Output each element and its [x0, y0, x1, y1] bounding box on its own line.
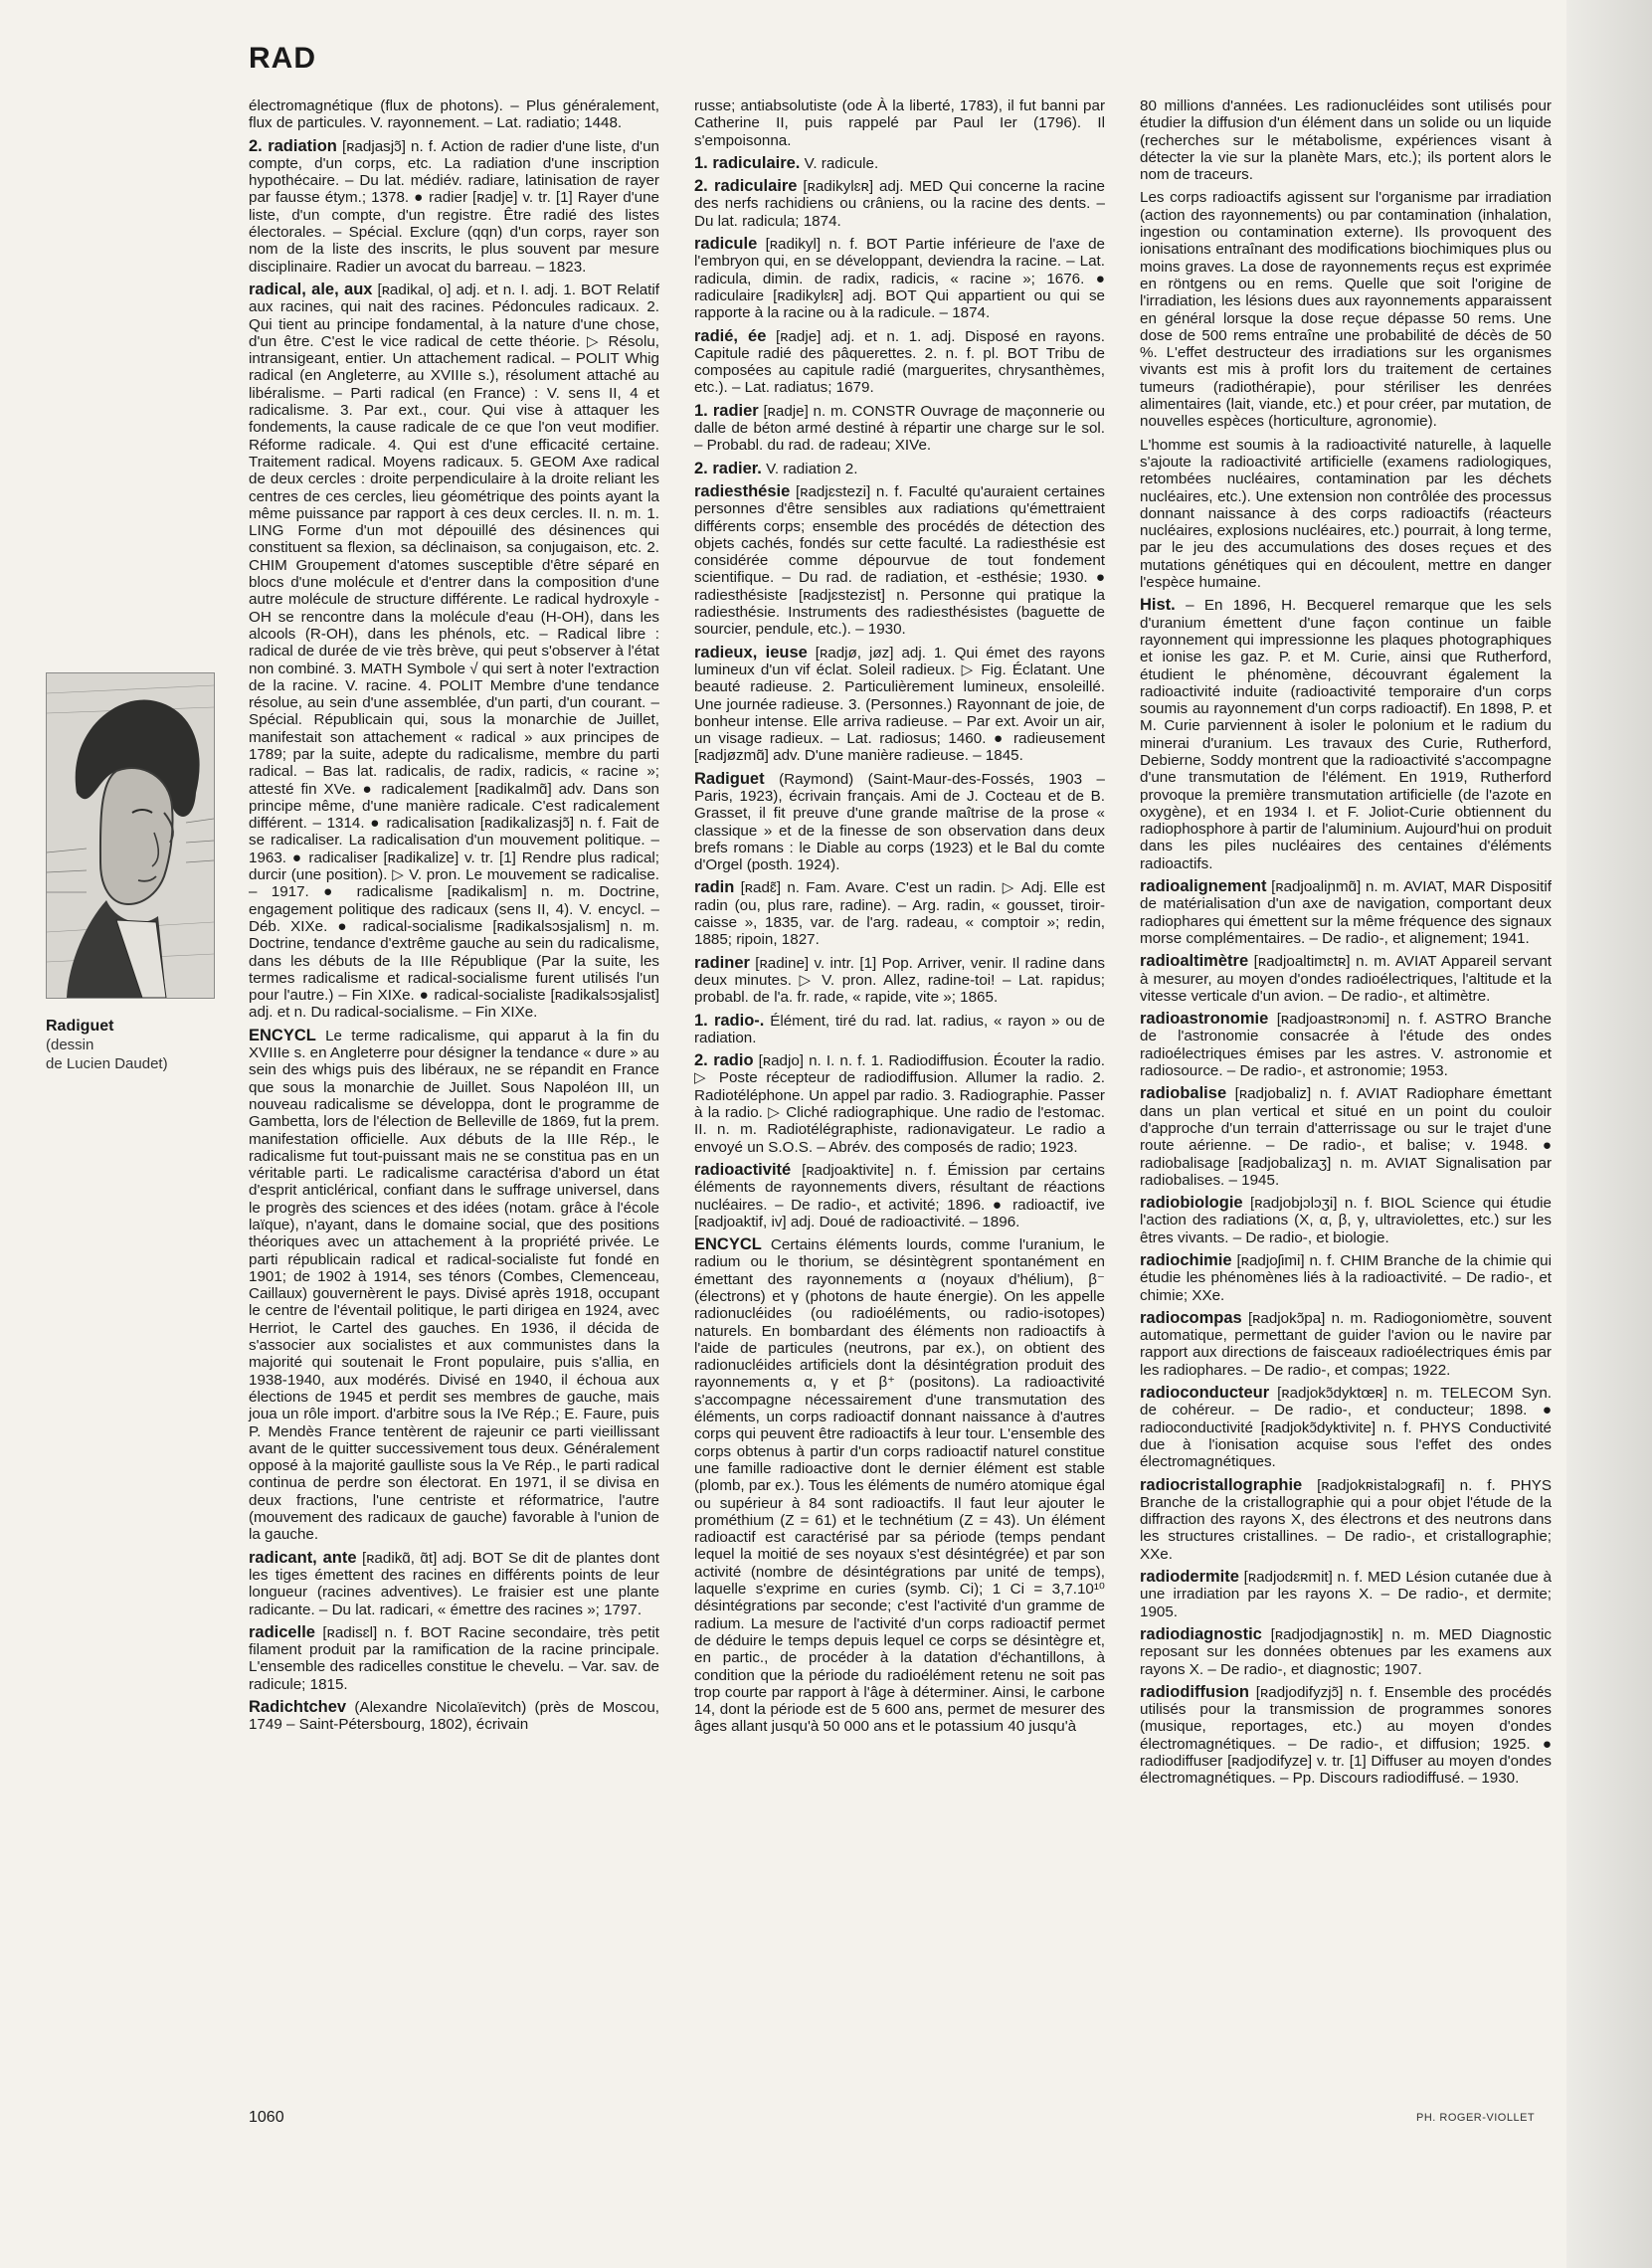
dictionary-entry	[1140, 597, 1552, 872]
entry-text: [ʀadjodifyzjɔ̃] n. f. Ensemble des procédés utilisés pour la transmission de programmes sonores (musique, reportages, etc.) au moyen d'ondes électromagnétiques. – De radio-, et diffusion; 1925. ● radiodiffuser [ʀadjodifyze] v. tr. [1] Diffuser au moyen d'ondes électromagnétiques. – Pp. Discours radiodiffusé. – 1930.	[1140, 1683, 1552, 1788]
dictionary-entry	[694, 771, 1105, 874]
portrait-illustration	[46, 672, 215, 999]
dictionary-entry	[249, 138, 659, 276]
entry-text: [ʀadine] v. intr. [1] Pop. Arriver, venir. Il radine dans deux minutes. ▷ V. pron. Allez, radine-toi! – Lat. rapidus; probabl. de l'a. fr. rade, « rapide, vite »; 1865.	[694, 954, 1105, 1007]
entry-text: [ʀadjoaktivite] n. f. Émission par certains éléments de rayonnements divers, résultant de réactions nucléaires. – De radio-, et activité; 1896. ● radioactif, ive [ʀadjoaktif, iv] adj. Doué de radioactivité. – 1896.	[694, 1161, 1105, 1230]
dictionary-entry	[694, 955, 1105, 1007]
entry-headword: radioconducteur	[1140, 1384, 1270, 1403]
dictionary-entry	[1140, 189, 1552, 430]
entry-text: [ʀadjoʃimi] n. f. CHIM Branche de la chimie qui étudie les phénomènes liés à la radioactivité. – De radio-, et chimie; XXe.	[1140, 1252, 1552, 1304]
entry-text: – En 1896, H. Becquerel remarque que les sels d'uranium émettent d'une façon continue un faible rayonnement qui impressionne les plaques photographiques et ionise les gaz. P. et M. Curie, ainsi que Rutherford, étudient le phénomène, découvrant également la radioactivité induite (radioactivité temporaire d'un corps soumis au rayonnement d'un corps radioactif). En 1898, P. et M. Curie parviennent à isoler le polonium et le radium du minerai d'uranium. Les travaux des Curie, Rutherford, Debierne, Soddy montrent que la radioactivité s'accompagne d'une transmutation de l'élément. En 1919, Rutherford provoque la première transmutation artificielle (de l'azote en oxygène), et en 1934 I. et F. Joliot-Curie obtiennent du radiophosphore à partir de l'aluminium. Aujourd'hui on produit dans les piles nucléaires des centaines d'éléments radioactifs.	[1140, 597, 1552, 872]
portrait-caption-line: de Lucien Daudet)	[46, 1055, 168, 1072]
dictionary-entry	[1140, 1195, 1552, 1246]
entry-headword: Radiguet	[694, 769, 765, 788]
text-column-1	[249, 97, 659, 1740]
entry-headword: radicelle	[249, 1622, 315, 1641]
entry-text: Le terme radicalisme, qui apparut à la fin du XVIIIe s. en Angleterre pour désigner la tendance « dure » au sein des whigs puis des libéraux, ne se répandit en France que sous la monarchie de Juillet. Sous Napoléon III, un nouveau radicalisme se développa, dont le programme de Gambetta, lors de l'élection de Belleville de 1869, fut la prem. manifestation officielle. Aux débuts de la IIIe Rép., le radicalisme fut tout-puissant mais ne se constitua pas en un véritable parti. Le radicalisme caractérisa d'abord un état d'esprit anticlérical, confiant dans le suffrage universel, dans le progrès des sciences et des idées (notam. grâce à l'école laïque), n'ayant, dans le domaine social, que des positions théoriques avec un attachement à la propriété privée. Le parti républicain radical et radical-socialiste fut fondé en 1901; de 1902 à 1914, ses ténors (Combes, Clemenceau, Caillaux) gouvernèrent le pays. Divisé après 1918, occupant le centre de l'éventail politique, le parti dirigea en 1924, avec Herriot, le Cartel des gauches. En 1936, il décida de s'associer aux socialistes et aux communistes dans la majorité qui soutenait le Front populaire, puis s'allia, en 1938-1940, aux modérés. Divisé en 1940, il échoua aux élections de 1945 et perdit ses membres de gauche, mais joua un rôle import. d'arbitre sous la IVe Rép.; E. Faure, puis P. Mendès France tentèrent de rajeunir ce parti vieillissant avant de le quitter successivement tous deux. Généralement opposé à la majorité gaulliste sous la Ve Rép., le parti radical continua de perdre son électorat. En 1971, il se divisa en deux fractions, l'une centriste et réformatrice, l'autre (mouvement des radicaux de gauche) favorable à l'union de la gauche.	[249, 1027, 659, 1544]
entry-headword: radiodiffusion	[1140, 1682, 1249, 1701]
dictionary-entry	[1140, 97, 1552, 183]
dictionary-entry	[249, 1550, 659, 1618]
entry-headword: radiner	[694, 953, 750, 972]
entry-headword: radiocristallographie	[1140, 1475, 1303, 1494]
dictionary-entry	[694, 1013, 1105, 1047]
entry-text: 80 millions d'années. Les radionucléides sont utilisés pour étudier la diffusion d'un élément dans un solide ou un liquide (recherches sur le métabolisme, expériences visant à détecter la vie sur la planète Mars, etc.); ils portent alors le nom de traceurs.	[1140, 97, 1552, 184]
entry-text: (Alexandre Nicolaïevitch) (près de Moscou, 1749 – Saint-Pétersbourg, 1802), écrivain	[249, 1699, 659, 1734]
dictionary-entry	[694, 155, 1105, 172]
entry-text: [ʀadjokɔ̃pa] n. m. Radiogoniomètre, souvent automatique, permettant de guider l'avion ou le navire par rapport aux directions de faisceaux radioélectriques émis par les radiophares. – De radio-, et compas; 1922.	[1140, 1309, 1552, 1379]
entry-headword: Hist.	[1140, 596, 1176, 615]
portrait-caption	[46, 1017, 168, 1073]
entry-headword: 2. radio	[694, 1051, 754, 1070]
entry-headword: 1. radier	[694, 401, 759, 420]
entry-headword: radieux, ieuse	[694, 643, 808, 662]
entry-text: [ʀadikɑ̃, ɑ̃t] adj. BOT Se dit de plantes dont les tiges émettent des racines en différents points de leur longueur (racines adventives). Le fraisier est une plante radicante. – Du lat. radicari, « émettre des racines »; 1797.	[249, 1549, 659, 1618]
entry-text: électromagnétique (flux de photons). – Plus généralement, flux de particules. V. rayonnement. – Lat. radiatio; 1448.	[249, 97, 659, 132]
entry-headword: radiobiologie	[1140, 1194, 1243, 1213]
dictionary-entry	[1140, 1684, 1552, 1788]
entry-text: [ʀadɛ̃] n. Fam. Avare. C'est un radin. ▷ Adj. Elle est radin (ou, plus rare, radine). – Arg. radin, « gousset, tiroir-caisse », 1835, var. de l'arg. radeau, « comptoir »; redin, 1885; ripoin, 1827.	[694, 879, 1105, 949]
dictionary-entry	[694, 403, 1105, 455]
entry-headword: ENCYCL	[249, 1026, 316, 1044]
dictionary-entry	[1140, 878, 1552, 947]
entry-headword: radiodiagnostic	[1140, 1624, 1262, 1643]
dictionary-entry	[1140, 1085, 1552, 1189]
entry-headword: Radichtchev	[249, 1698, 347, 1717]
dictionary-entry	[249, 1699, 659, 1734]
entry-headword: radiocompas	[1140, 1308, 1242, 1327]
dictionary-entry	[1140, 1626, 1552, 1678]
entry-text: [ʀadjoaliɲmɑ̃] n. m. AVIAT, MAR Dispositif de matérialisation d'un axe de navigation, comportant deux radiophares qui émettent sur la même fréquence des signaux morse complémentaires. – De radio-, et alignement; 1941.	[1140, 878, 1552, 947]
entry-headword: 2. radiation	[249, 136, 337, 155]
entry-headword: ENCYCL	[694, 1235, 762, 1254]
entry-text: Certains éléments lourds, comme l'uranium, le radium ou le thorium, se désintègrent spontanément en émettant des rayonnements α (noyaux d'hélium), β⁻ (électrons) et γ (photons de haute énergie). On les appelle radionucléides (ou radioéléments, ou radio-isotopes) naturels. En bombardant des éléments non radioactifs à l'aide de particules (neutrons, par ex.), on obtient des radionucléides artificiels dont la désintégration produit des rayonnements α, γ et β⁺ (positons). La radioactivité s'accompagne nécessairement d'une transmutation des éléments, un corps radioactif donnant naissance à d'autres corps qui peuvent être radioactifs à leur tour. L'ensemble des corps obtenus à partir d'un corps radioactif naturel constitue une famille radioactive dont le dernier élément est stable (plomb, par ex.). Tous les éléments de numéro atomique égal ou supérieur à 84 sont radioactifs. Il faut leur ajouter le prométhium (Z = 61) et le technétium (Z = 43). Un élément radioactif est caractérisé par sa période (temps pendant lequel la moitié de ses noyaux s'est désintégrée) et par son activité (nombre de désintégrations par unité de temps), laquelle s'exprime en curies (symb. Ci); 1 Ci = 3,7.10¹⁰ désintégrations par seconde; c'est l'activité d'un gramme de radium. La mesure de l'activité d'un corps radioactif permet de déduire le temps depuis lequel ce corps se désintègre et, en partic., de procéder à la datation d'échantillons, à condition que la période du radioélément retenu ne soit pas trop courte par rapport à l'âge à déterminer. Ainsi, le carbone 14, dont la période est de 5 600 ans, permet de mesurer des âges allant jusqu'à 50 000 ans et le potassium 40 jusqu'à	[694, 1236, 1105, 1736]
dictionary-entry	[249, 1624, 659, 1693]
dictionary-entry	[249, 282, 659, 1022]
dictionary-entry	[694, 97, 1105, 149]
dictionary-entry	[249, 1028, 659, 1544]
dictionary-entry	[694, 178, 1105, 230]
dictionary-entry	[694, 645, 1105, 765]
dictionary-entry	[1140, 1477, 1552, 1563]
dictionary-entry	[1140, 1310, 1552, 1379]
text-column-2	[694, 97, 1105, 1742]
entry-text: russe; antiabsolutiste (ode À la liberté, 1783), il fut banni par Catherine II, puis rappelé par Paul Ier (1796). Il s'empoisonna.	[694, 97, 1105, 149]
dictionary-entry	[694, 879, 1105, 948]
entry-text: [ʀadjobaliz] n. f. AVIAT Radiophare émettant dans un plan vertical et situé en un point du couloir d'approche d'un terrain d'atterrissage ou sur le trajet d'une route aérienne. – De radio-, et balise; v. 1948. ● radiobalisage [ʀadjobalizaʒ] n. m. AVIAT Signalisation par radiobalises. – 1945.	[1140, 1085, 1552, 1189]
dictionary-entry	[694, 483, 1105, 639]
portrait-drawing	[47, 673, 214, 998]
dictionary-entry	[1140, 953, 1552, 1005]
entry-headword: radiochimie	[1140, 1251, 1232, 1269]
dictionary-entry	[694, 1052, 1105, 1156]
dictionary-entry	[1140, 1252, 1552, 1304]
entry-headword: radiodermite	[1140, 1568, 1239, 1587]
dictionary-entry	[694, 461, 1105, 477]
entry-text: V. radicule.	[800, 154, 879, 172]
entry-headword: radiesthésie	[694, 481, 791, 500]
entry-text: [ʀadjodɛʀmit] n. f. MED Lésion cutanée due à une irradiation par les rayons X. – De radio-, et dermite; 1905.	[1140, 1569, 1552, 1620]
dictionary-entry	[249, 97, 659, 132]
entry-headword: radioastronomie	[1140, 1010, 1269, 1029]
entry-text: [ʀadje] n. m. CONSTR Ouvrage de maçonnerie ou dalle de béton armé destiné à répartir une charge sur le sol. – Probabl. du rad. de radeau; XIVe.	[694, 402, 1105, 455]
entry-text: [ʀadjokʀistalɔgʀafi] n. f. PHYS Branche de la cristallographie qui a pour objet l'étude de la diffraction des rayons X, des électrons et des neutrons dans les structures cristallines. – De radio-, et cristallographie; XXe.	[1140, 1476, 1552, 1563]
entry-text: [ʀadjo] n. I. n. f. 1. Radiodiffusion. Écouter la radio. ▷ Poste récepteur de radiodiffusion. Allumer la radio. 2. Radiotéléphone. Un appel par radio. 3. Radiographie. Passer à la radio. ▷ Cliché radiographique. Une radio de l'estomac. II. n. m. Radiotélégraphiste, radionavigateur. Le radio a envoyé un S.O.S. – Abrév. des composés de radio; 1923.	[694, 1052, 1106, 1156]
entry-text: [ʀadjobjɔlɔʒi] n. f. BIOL Science qui étudie l'action des radiations (X, α, β, γ, ultraviolettes, etc.) sur les êtres vivants. – De radio-, et biologie.	[1140, 1195, 1552, 1246]
entry-text: (Raymond) (Saint-Maur-des-Fossés, 1903 – Paris, 1923), écrivain français. Ami de J. Cocteau et de B. Grasset, il fit preuve d'une grande maîtrise de la prose « classique » et de la finesse de son observation dans deux brefs romans : le Diable au corps (1923) et le Bal du comte d'Orgel (posth. 1924).	[694, 770, 1105, 874]
dictionary-entry	[694, 1162, 1105, 1230]
entry-text: [ʀadjasjɔ̃] n. f. Action de radier d'une liste, d'un compte, d'un corps, etc. La radiation d'une inscription hypothécaire. – Du lat. médiév. radiare, latinisation de rayer par fausse étym.; 1378. ● radier [ʀadje] v. tr. [1] Rayer d'une liste, d'un compte, d'un registre. Être radié des listes électorales. – Spécial. Exclure (qqn) d'un corps, rayer son nom de la liste des inscrits, le plus souvent par mesure disciplinaire. Radier un avocat du barreau. – 1823.	[249, 137, 659, 276]
dictionary-entry	[1140, 1385, 1552, 1470]
portrait-name: Radiguet	[46, 1018, 114, 1035]
entry-text: [ʀadjoaltimɛtʀ] n. m. AVIAT Appareil servant à mesurer, au moyen d'ondes radioélectriques, l'altitude et la vitesse verticale d'un avion. – De radio-, et altimètre.	[1140, 953, 1552, 1005]
entry-headword: radioactivité	[694, 1160, 792, 1179]
entry-text: [ʀadikyl] n. f. BOT Partie inférieure de l'axe de l'embryon qui, en se développant, deviendra la racine. – Lat. radicula, dimin. de radix, radicis, « racine »; 1676. ● radiculaire [ʀadikylɛʀ] adj. BOT Qui appartient ou qui se rapporte à la racine ou à la radicule. – 1874.	[694, 236, 1105, 322]
page-number: 1060	[249, 2109, 284, 2126]
entry-headword: 1. radiculaire.	[694, 153, 801, 172]
entry-text: [ʀadikylɛʀ] adj. MED Qui concerne la racine des nerfs rachidiens ou crâniens, ou la racine des dents. – Du lat. radicula; 1874.	[694, 178, 1105, 230]
entry-text: Les corps radioactifs agissent sur l'organisme par irradiation (action des rayonnements) ou par contamination (inhalation, ingestion ou contamination externe). Ils provoquent des ionisations entraînant des modifications biochimiques plus ou moins graves. La dose de rayonnements reçus est exprimée en röntgens ou en rems. Quelle que soit l'origine de l'irradiation, les lésions dues aux rayonnements apparaissent en général lorsque la dose reçue dépasse 50 rems. Une dose de 500 rems entraîne une probabilité de décès de 50 %. L'effet destructeur des irradiations sur les organismes vivants est mis à profit lors du traitement de certaines tumeurs (radiothérapie), pour stériliser les denrées alimentaires (lait, viande, etc.) et pour créer, par mutation, de nouvelles espèces (horticulture, agronomie).	[1140, 189, 1552, 431]
entry-text: [ʀadjoastʀɔnɔmi] n. f. ASTRO Branche de l'astronomie consacrée à l'étude des ondes radioélectriques émises par les astres. V. astronomie et radiosource. – De radio-, et astronomie; 1953.	[1140, 1011, 1552, 1080]
photo-credit: PH. ROGER-VIOLLET	[1416, 2112, 1536, 2124]
text-column-3	[1140, 97, 1552, 1794]
entry-text: [ʀadjɛstezi] n. f. Faculté qu'auraient certaines personnes d'être sensibles aux radiations qu'émettraient différents corps; ensemble des procédés de détection des objets cachés, fondés sur cette faculté. La radiesthésie est considérée comme dépourvue de tout fondement scientifique. – Du rad. de radiation, et -esthésie; 1930. ● radiesthésiste [ʀadjɛstezist] n. Personne qui pratique la radiesthésie. Instruments des radiesthésistes (baguette de sourcier, pendule, etc.). – 1930.	[694, 482, 1105, 639]
entry-headword: 2. radier.	[694, 459, 762, 477]
entry-headword: radicant, ante	[249, 1548, 357, 1567]
entry-headword: radioalignement	[1140, 877, 1267, 896]
running-head: RAD	[249, 42, 316, 75]
dictionary-entry	[1140, 1569, 1552, 1620]
entry-headword: radin	[694, 878, 735, 897]
entry-headword: 2. radiculaire	[694, 177, 798, 196]
entry-text: [ʀadjodjagnɔstik] n. m. MED Diagnostic reposant sur les données obtenues par les examens aux rayons X. – De radio-, et diagnostic; 1907.	[1140, 1625, 1552, 1678]
dictionary-entry	[694, 328, 1105, 397]
entry-headword: radié, ée	[694, 326, 767, 345]
dictionary-entry	[694, 1236, 1105, 1736]
entry-headword: radiobalise	[1140, 1084, 1227, 1103]
entry-text: [ʀadje] adj. et n. 1. adj. Disposé en rayons. Capitule radié des pâquerettes. 2. n. f. pl. BOT Tribu de composées au capitule radié (marguerites, chrysanthèmes, etc.). – Lat. radiatus; 1679.	[694, 327, 1105, 397]
entry-headword: 1. radio-.	[694, 1011, 765, 1030]
entry-text: Élément, tiré du rad. lat. radius, « rayon » ou de radiation.	[694, 1012, 1106, 1046]
entry-text: V. radiation 2.	[761, 460, 858, 477]
dictionary-entry	[1140, 1011, 1552, 1079]
entry-text: [ʀadjokɔ̃dyktœʀ] n. m. TELECOM Syn. de cohéreur. – De radio-, et conducteur; 1898. ● radioconductivité [ʀadjokɔ̃dyktivite] n. f. PHYS Conductivité due à l'ionisation acquise sous l'effet des ondes électromagnétiques.	[1140, 1385, 1552, 1471]
dictionary-entry	[1140, 437, 1552, 592]
entry-headword: radioaltimètre	[1140, 952, 1249, 971]
entry-text: L'homme est soumis à la radioactivité naturelle, à laquelle s'ajoute la radioactivité artificielle (examens radiologiques, retombées nucléaires, contamination par les déchets nucléaires, etc.). Une extension non contrôlée des processus donnant naissance à des corps radioactifs (réacteurs nucléaires, explosions nucléaires, etc.) pourrait, à long terme, par le jeu des accumulations des doses reçues et des mutations génétiques qui en découlent, mettre en danger l'espèce humaine.	[1140, 436, 1552, 592]
entry-text: [ʀadjø, jøz] adj. 1. Qui émet des rayons lumineux d'un vif éclat. Soleil radieux. ▷ Fig. Éclatant. Une beauté radieuse. 2. Particulièrement lumineux, ensoleillé. Une journée radieuse. 3. (Personnes.) Rayonnant de joie, de bonheur intense. Elle arriva radieuse. – Par ext. Avoir un air, un visage radieux. – Lat. radiosus; 1460. ● radieusement [ʀadjøzmɑ̃] adv. D'une manière radieuse. – 1845.	[694, 644, 1105, 765]
entry-text: [ʀadikal, o] adj. et n. I. adj. 1. BOT Relatif aux racines, qui nait des racines. Pédoncules radicaux. 2. Qui tient au principe fondamental, à la nature d'une chose, d'un être. C'est le vice radical de cette théorie. ▷ Résolu, intransigeant, entier. Un attachement radical. – POLIT Whig radical (en Angleterre, au XVIIIe s.), résolument attaché au libéralisme. – Parti radical (en France) : V. sens II, 4 et radicalisme. 3. Par ext., cour. Qui vise à attaquer les fondements, la cause radicale de ce que l'on veut modifier. Réforme radicale. 4. Qui est d'une efficacité certaine. Traitement radical. Moyens radicaux. 5. GEOM Axe radical de deux cercles : droite perpendiculaire à la droite reliant les centres de ces cercles, lieu géométrique des points ayant la même puissance par rapport à ces deux cercles. II. n. m. 1. LING Forme d'un mot dépouillé des désinences qui constituent sa flexion, sa déclinaison, sa conjugaison, etc. 2. CHIM Groupement d'atomes susceptible d'être séparé en blocs d'une molécule et d'entrer dans la composition d'une autre molécule de structure différente. Le radical hydroxyle -OH se rencontre dans la molécule d'eau (H-OH), dans les alcools (R-OH), dans les phénols, etc. – Radical libre : radical de durée de vie très brève, qui peut s'observer à l'état non combiné. 3. MATH Symbole √ qui sert à noter l'extraction de la racine. V. racine. 4. POLIT Membre d'une tendance résolue, au sein d'une assemblée, d'un parti, d'un courant. – Spécial. Républicain qui, sous la monarchie de Juillet, manifestait son attachement « radical » aux principes de 1789; par la suite, adepte du radicalisme, membre du parti radical. – Bas lat. radicalis, de radix, radicis, « racine »; attesté fin XVe. ● radicalement [ʀadikalmɑ̃] adv. Dans son principe même, d'une manière radicale. C'est radicalement différent. – 1314. ● radicalisation [ʀadikalizasjɔ̃] n. f. Fait de se radicaliser. La radicalisation d'un mouvement politique. – 1963. ● radicaliser [ʀadikalize] v. tr. [1] Rendre plus radical; durcir (une position). ▷ V. pron. Le mouvement se radicalise. – 1917. ● radicalisme [ʀadikalism] n. m. Doctrine, engagement politique des radicaux (sens II, 4). V. encycl. – Déb. XIXe. ● radical-socialisme [ʀadikalsɔsjalism] n. m. Doctrine, tendance d'extrême gauche au sein du radicalisme, dans les débuts de la IIIe République (Par la suite, les termes radicalisme et radical-socialisme furent utilisés l'un pour l'autre.) – Fin XIXe. ● radical-socialiste [ʀadikalsɔsjalist] adj. et n. Du radical-socialisme. – Fin XIXe.	[249, 281, 659, 1022]
dictionary-entry	[694, 236, 1105, 321]
portrait-caption-line: (dessin	[46, 1037, 94, 1053]
entry-text: [ʀadisɛl] n. f. BOT Racine secondaire, très petit filament produit par la ramification de la racine principale. L'ensemble des radicelles constitue le chevelu. – Var. sav. de radicule; 1815.	[249, 1623, 659, 1693]
entry-headword: radicule	[694, 235, 758, 254]
entry-headword: radical, ale, aux	[249, 280, 373, 298]
